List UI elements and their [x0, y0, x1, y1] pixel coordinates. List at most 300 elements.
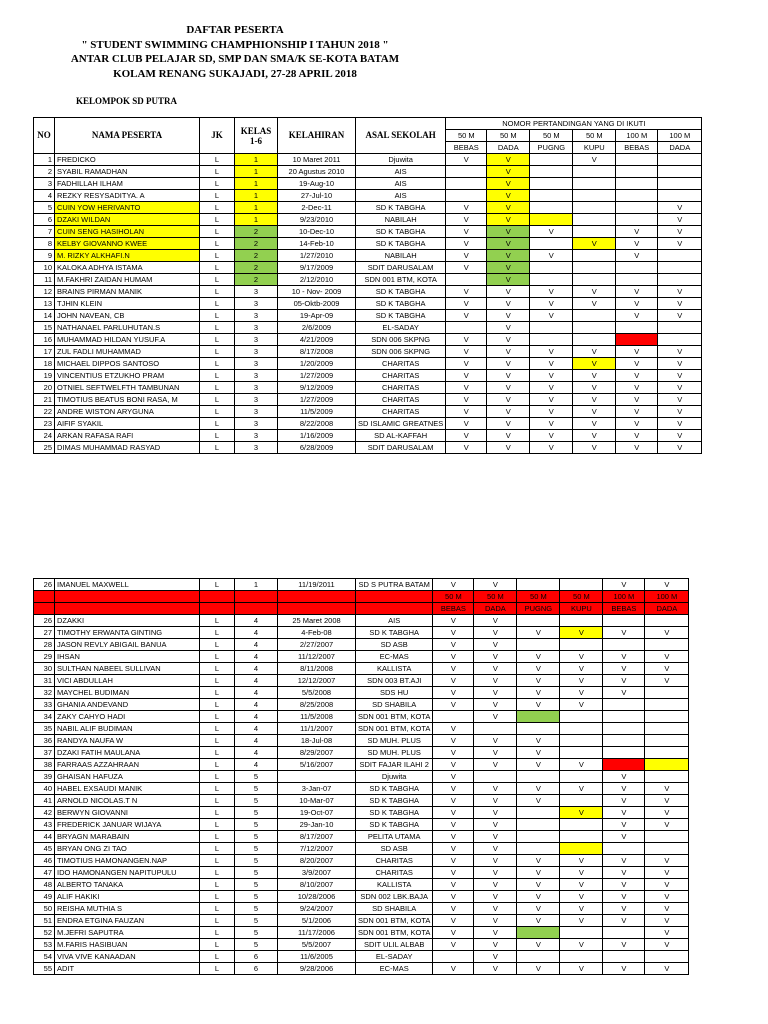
event-mark-3: V: [560, 903, 603, 915]
class-grade: 6: [235, 951, 278, 963]
event-mark-1: V: [487, 394, 530, 406]
event-mark-3: V: [560, 807, 603, 819]
event-mark-3: V: [573, 346, 616, 358]
class-grade: 2: [235, 262, 278, 274]
event-mark-2: V: [517, 963, 560, 975]
class-grade: 5: [235, 939, 278, 951]
event-mark-5: [645, 831, 689, 843]
gender: L: [200, 442, 235, 454]
participant-name: VIVA VIVE KANAADAN: [55, 951, 200, 963]
event-mark-5: [645, 687, 689, 699]
event-mark-0: V: [433, 927, 474, 939]
event-mark-5: [658, 322, 702, 334]
event-mark-0: V: [433, 855, 474, 867]
school-origin: SDN 001 BTM, KOTA: [356, 927, 433, 939]
event-mark-2: [517, 819, 560, 831]
event-mark-0: V: [433, 795, 474, 807]
participant-name: ARKAN RAFASA RAFI: [55, 430, 200, 442]
event-mark-5: V: [645, 867, 689, 879]
event-mark-3: [560, 927, 603, 939]
event-mark-5: V: [645, 879, 689, 891]
event-mark-4: V: [603, 963, 645, 975]
event-mark-1: [474, 723, 517, 735]
event-mark-4: V: [603, 891, 645, 903]
event-mark-4: [603, 759, 645, 771]
event-mark-4: V: [603, 687, 645, 699]
event-mark-5: V: [645, 807, 689, 819]
participant-name: MICHAEL DIPPOS SANTOSO: [55, 358, 200, 370]
event-mark-5: [645, 711, 689, 723]
gender: L: [200, 298, 235, 310]
event-mark-3: V: [560, 963, 603, 975]
event-mark-5: [658, 178, 702, 190]
school-origin: EC-MAS: [356, 651, 433, 663]
class-grade: 1: [235, 154, 278, 166]
event-mark-5: V: [645, 819, 689, 831]
participant-name: ALBERTO TANAKA: [55, 879, 200, 891]
table-row: [34, 166, 702, 178]
birth-date: 2/12/2010: [278, 274, 356, 286]
table-row: [34, 202, 702, 214]
row-number: 3: [34, 178, 55, 190]
event-mark-0: V: [433, 651, 474, 663]
school-origin: SD MUH. PLUS: [356, 735, 433, 747]
event-mark-5: V: [658, 226, 702, 238]
school-origin: NABILAH: [356, 250, 446, 262]
event-mark-2: [517, 615, 560, 627]
birth-date: 5/16/2007: [278, 759, 356, 771]
event-mark-2: [530, 154, 573, 166]
event-mark-2: [517, 843, 560, 855]
event-mark-1: V: [487, 322, 530, 334]
header-name: NAMA PESERTA: [55, 118, 200, 154]
participant-name: ADIT: [55, 963, 200, 975]
school-origin: CHARITAS: [356, 867, 433, 879]
event-mark-4: V: [603, 819, 645, 831]
participant-name: ALIF HAKIKI: [55, 891, 200, 903]
participant-name: FREDICKO: [55, 154, 200, 166]
gender: L: [200, 346, 235, 358]
event-mark-1: V: [474, 795, 517, 807]
event-mark-2: [530, 334, 573, 346]
participant-name: ZUL FADLI MUHAMMAD: [55, 346, 200, 358]
event-mark-3: [573, 190, 616, 202]
gender: L: [200, 615, 235, 627]
school-origin: SD S PUTRA BATAM: [356, 579, 433, 591]
empty-red-cell: [356, 603, 433, 615]
event-mark-3: V: [560, 891, 603, 903]
event-mark-2: V: [530, 346, 573, 358]
birth-date: 3-Jan-07: [278, 783, 356, 795]
table-row: [34, 939, 689, 951]
event-mark-0: V: [433, 771, 474, 783]
school-origin: SDIT ULIL ALBAB: [356, 939, 433, 951]
event-mark-5: [645, 735, 689, 747]
event-mark-4: [603, 711, 645, 723]
event-mark-3: [560, 579, 603, 591]
school-origin: Djuwita: [356, 771, 433, 783]
event-mark-1: V: [474, 951, 517, 963]
row-number: 52: [34, 927, 55, 939]
event-mark-4: V: [616, 226, 658, 238]
title-line-4: KOLAM RENANG SUKAJADI, 27-28 APRIL 2018: [113, 67, 357, 80]
event-mark-0: V: [433, 891, 474, 903]
event-mark-3: V: [560, 651, 603, 663]
event-mark-0: [446, 190, 487, 202]
birth-date: 5/5/2008: [278, 687, 356, 699]
school-origin: KALLISTA: [356, 879, 433, 891]
t1-header-dist-1: 50 M: [487, 130, 530, 142]
event-mark-0: V: [433, 867, 474, 879]
participant-name: MAYCHEL BUDIMAN: [55, 687, 200, 699]
row-number: 4: [34, 190, 55, 202]
class-grade: 3: [235, 394, 278, 406]
table-row: [34, 927, 689, 939]
event-mark-4: V: [616, 250, 658, 262]
table-row: [34, 699, 689, 711]
event-mark-4: V: [603, 903, 645, 915]
event-mark-1: V: [474, 651, 517, 663]
class-grade: 3: [235, 418, 278, 430]
table-row: [34, 382, 702, 394]
row-number: 48: [34, 879, 55, 891]
class-grade: 3: [235, 382, 278, 394]
event-mark-3: V: [573, 286, 616, 298]
event-mark-3: [573, 310, 616, 322]
gender: L: [200, 406, 235, 418]
participant-name: IDO HAMONANGEN NAPITUPULU: [55, 867, 200, 879]
gender: L: [200, 939, 235, 951]
birth-date: 4-Feb-08: [278, 627, 356, 639]
class-grade: 5: [235, 915, 278, 927]
t1-header-style-0: BEBAS: [446, 142, 487, 154]
class-grade: 4: [235, 699, 278, 711]
gender: L: [200, 238, 235, 250]
class-grade: 4: [235, 747, 278, 759]
gender: L: [200, 771, 235, 783]
school-origin: CHARITAS: [356, 394, 446, 406]
event-mark-4: V: [603, 651, 645, 663]
school-origin: AIS: [356, 190, 446, 202]
birth-date: [278, 771, 356, 783]
event-mark-4: V: [616, 406, 658, 418]
participant-name: KALOKA ADHYA ISTAMA: [55, 262, 200, 274]
row-number: 49: [34, 891, 55, 903]
t1-header-style-3: KUPU: [573, 142, 616, 154]
event-mark-4: V: [603, 831, 645, 843]
participant-table-1: [33, 117, 702, 454]
participant-name: GHANIA ANDEVAND: [55, 699, 200, 711]
event-mark-3: [573, 262, 616, 274]
class-grade: 1: [235, 214, 278, 226]
event-mark-0: V: [433, 903, 474, 915]
empty-red-cell: [34, 591, 55, 603]
school-origin: Djuwita: [356, 154, 446, 166]
table-row: [34, 430, 702, 442]
row-number: 26: [34, 579, 55, 591]
class-grade: 1: [235, 579, 278, 591]
event-mark-4: V: [616, 394, 658, 406]
class-grade: 4: [235, 639, 278, 651]
event-mark-1: V: [474, 939, 517, 951]
participant-name: SULTHAN NABEEL SULLIVAN: [55, 663, 200, 675]
class-grade: 4: [235, 687, 278, 699]
class-grade: 5: [235, 855, 278, 867]
birth-date: 10-Dec-10: [278, 226, 356, 238]
event-mark-4: [616, 334, 658, 346]
event-mark-1: V: [487, 310, 530, 322]
school-origin: CHARITAS: [356, 370, 446, 382]
event-mark-5: V: [658, 214, 702, 226]
event-mark-1: V: [474, 915, 517, 927]
gender: L: [200, 154, 235, 166]
school-origin: EL-SADAY: [356, 322, 446, 334]
table-row: [34, 963, 689, 975]
birth-date: 18-Jul-08: [278, 735, 356, 747]
event-mark-0: V: [433, 699, 474, 711]
gender: L: [200, 310, 235, 322]
event-mark-3: V: [573, 238, 616, 250]
event-mark-1: [474, 771, 517, 783]
t2-header-style-4: BEBAS: [603, 603, 645, 615]
participant-name: CUIN YOW HERIVANTO: [55, 202, 200, 214]
event-mark-1: V: [474, 903, 517, 915]
table-row: [34, 951, 689, 963]
event-mark-1: V: [487, 214, 530, 226]
event-mark-5: V: [658, 406, 702, 418]
birth-date: 1/16/2009: [278, 430, 356, 442]
table-row: [34, 831, 689, 843]
row-number: 17: [34, 346, 55, 358]
table-row: [34, 262, 702, 274]
school-origin: SD K TABGHA: [356, 298, 446, 310]
separator-row: [34, 603, 689, 615]
birth-date: 14-Feb-10: [278, 238, 356, 250]
event-mark-0: V: [446, 394, 487, 406]
event-mark-1: V: [474, 807, 517, 819]
participant-name: IHSAN: [55, 651, 200, 663]
class-grade: 3: [235, 298, 278, 310]
event-mark-1: V: [487, 250, 530, 262]
gender: L: [200, 250, 235, 262]
t1-header-style-4: BEBAS: [616, 142, 658, 154]
event-mark-3: [573, 202, 616, 214]
event-mark-4: [603, 699, 645, 711]
row-number: 54: [34, 951, 55, 963]
event-mark-0: V: [446, 286, 487, 298]
class-grade: 4: [235, 615, 278, 627]
event-mark-1: V: [474, 879, 517, 891]
event-mark-4: [616, 154, 658, 166]
empty-red-cell: [34, 603, 55, 615]
event-mark-2: V: [530, 358, 573, 370]
birth-date: 19-Oct-07: [278, 807, 356, 819]
event-mark-2: [530, 190, 573, 202]
t1-header-style-1: DADA: [487, 142, 530, 154]
event-mark-5: V: [658, 238, 702, 250]
gender: L: [200, 855, 235, 867]
gender: L: [200, 334, 235, 346]
table-row: [34, 879, 689, 891]
participant-name: TJHIN KLEIN: [55, 298, 200, 310]
event-mark-3: V: [560, 627, 603, 639]
gender: L: [200, 370, 235, 382]
row-number: 36: [34, 735, 55, 747]
gender: L: [200, 382, 235, 394]
event-mark-2: V: [530, 370, 573, 382]
event-mark-0: V: [446, 202, 487, 214]
participant-name: TIMOTIUS HAMONANGEN.NAP: [55, 855, 200, 867]
table-row: [34, 675, 689, 687]
participant-name: NATHANAEL PARLUHUTAN.S: [55, 322, 200, 334]
table-row: [34, 723, 689, 735]
birth-date: 11/6/2005: [278, 951, 356, 963]
row-number: 37: [34, 747, 55, 759]
class-grade: 4: [235, 675, 278, 687]
row-number: 8: [34, 238, 55, 250]
gender: L: [200, 915, 235, 927]
t2-header-style-2: PUGNG: [517, 603, 560, 615]
birth-date: 8/20/2007: [278, 855, 356, 867]
table-row: [34, 154, 702, 166]
table-row: [34, 274, 702, 286]
event-mark-3: V: [560, 663, 603, 675]
gender: L: [200, 807, 235, 819]
event-mark-1: V: [474, 747, 517, 759]
row-number: 53: [34, 939, 55, 951]
birth-date: 8/25/2008: [278, 699, 356, 711]
birth-date: 3/9/2007: [278, 867, 356, 879]
gender: L: [200, 226, 235, 238]
gender: L: [200, 322, 235, 334]
event-mark-2: [517, 771, 560, 783]
empty-red-cell: [55, 591, 200, 603]
table-row: [34, 795, 689, 807]
event-mark-1: V: [474, 615, 517, 627]
event-mark-1: V: [474, 963, 517, 975]
event-mark-3: V: [573, 394, 616, 406]
participant-name: CUIN SENG HASIHOLAN: [55, 226, 200, 238]
class-grade: 4: [235, 723, 278, 735]
table-row: [34, 298, 702, 310]
event-mark-2: V: [517, 903, 560, 915]
participant-name: SYABIL RAMADHAN: [55, 166, 200, 178]
participant-name: REZKY RESYSADITYA. A: [55, 190, 200, 202]
class-grade: 4: [235, 711, 278, 723]
birth-date: 11/12/2007: [278, 651, 356, 663]
event-mark-1: V: [487, 190, 530, 202]
event-mark-5: V: [658, 358, 702, 370]
event-mark-2: V: [530, 298, 573, 310]
row-number: 1: [34, 154, 55, 166]
event-mark-5: [658, 166, 702, 178]
event-mark-4: V: [603, 627, 645, 639]
event-mark-2: V: [517, 699, 560, 711]
event-mark-5: V: [645, 579, 689, 591]
t1-header-style-5: DADA: [658, 142, 702, 154]
class-grade: 5: [235, 831, 278, 843]
event-mark-5: V: [645, 891, 689, 903]
event-mark-5: V: [658, 430, 702, 442]
event-mark-2: V: [517, 939, 560, 951]
class-grade: 5: [235, 867, 278, 879]
gender: L: [200, 699, 235, 711]
table-row: [34, 627, 689, 639]
birth-date: 27-Jul-10: [278, 190, 356, 202]
gender: L: [200, 831, 235, 843]
event-mark-4: [616, 178, 658, 190]
school-origin: SDN 001 BTM, KOTA: [356, 274, 446, 286]
empty-red-cell: [278, 603, 356, 615]
school-origin: SDN 001 BTM, KOTA: [356, 711, 433, 723]
event-mark-4: V: [616, 418, 658, 430]
gender: L: [200, 190, 235, 202]
gender: L: [200, 214, 235, 226]
event-mark-1: V: [487, 298, 530, 310]
event-mark-0: [433, 711, 474, 723]
event-mark-2: V: [517, 867, 560, 879]
event-mark-1: V: [487, 178, 530, 190]
event-mark-1: V: [487, 202, 530, 214]
birth-date: 9/17/2009: [278, 262, 356, 274]
participant-table-2: [33, 578, 689, 975]
event-mark-5: V: [658, 286, 702, 298]
header-asal-sekolah: ASAL SEKOLAH: [356, 118, 446, 154]
school-origin: CHARITAS: [356, 358, 446, 370]
row-number: 34: [34, 711, 55, 723]
t2-header-style-3: KUPU: [560, 603, 603, 615]
event-mark-2: V: [517, 915, 560, 927]
row-number: 25: [34, 442, 55, 454]
event-mark-0: V: [433, 783, 474, 795]
event-mark-1: V: [474, 891, 517, 903]
participant-name: VICI ABDULLAH: [55, 675, 200, 687]
class-grade: 4: [235, 663, 278, 675]
event-mark-3: [560, 747, 603, 759]
school-origin: SD K TABGHA: [356, 226, 446, 238]
event-mark-1: V: [487, 442, 530, 454]
event-mark-0: V: [446, 262, 487, 274]
birth-date: 19-Apr-09: [278, 310, 356, 322]
school-origin: EL-SADAY: [356, 951, 433, 963]
event-mark-5: V: [658, 310, 702, 322]
event-mark-5: V: [658, 394, 702, 406]
table-row: [34, 891, 689, 903]
table-row: [34, 190, 702, 202]
gender: L: [200, 202, 235, 214]
event-mark-0: V: [446, 406, 487, 418]
row-number: 10: [34, 262, 55, 274]
event-mark-0: [446, 178, 487, 190]
event-mark-1: V: [487, 226, 530, 238]
participant-name: BRYAGN MARABAIN: [55, 831, 200, 843]
t2-header-style-0: BEBAS: [433, 603, 474, 615]
event-mark-0: V: [446, 334, 487, 346]
event-mark-1: V: [487, 238, 530, 250]
event-mark-1: V: [474, 783, 517, 795]
header-no: NO: [34, 118, 55, 154]
event-mark-0: V: [433, 615, 474, 627]
table-row: [34, 651, 689, 663]
t1-header-dist-2: 50 M: [530, 130, 573, 142]
event-mark-5: [658, 274, 702, 286]
t2-header-dist-0: 50 M: [433, 591, 474, 603]
event-mark-1: V: [487, 262, 530, 274]
table-row: [34, 346, 702, 358]
birth-date: 10 - Nov- 2009: [278, 286, 356, 298]
table-row: [34, 370, 702, 382]
event-mark-4: V: [616, 370, 658, 382]
